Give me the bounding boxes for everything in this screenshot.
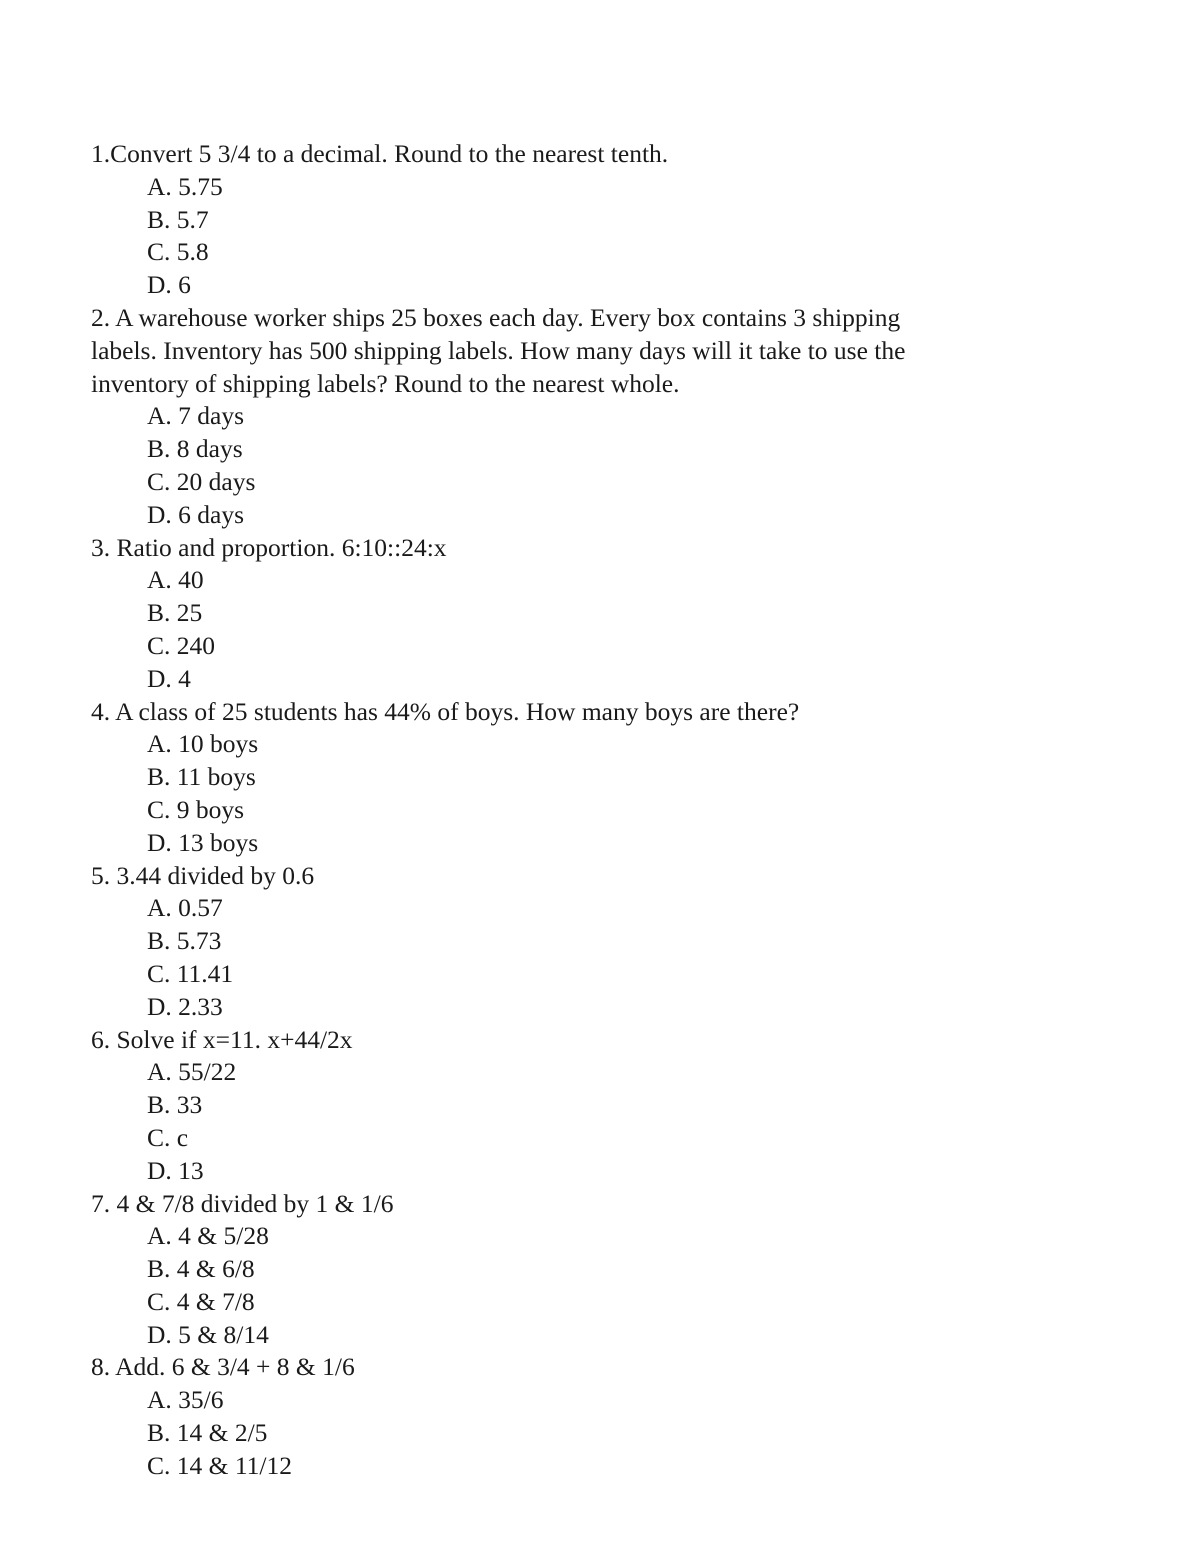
answer-options [91, 1384, 951, 1482]
answer-option: A. 55/22 [147, 1057, 237, 1087]
answer-option: C. 20 days [147, 466, 256, 496]
answer-options [91, 1220, 951, 1351]
answer-option: A. 4 & 5/28 [147, 1221, 269, 1251]
answer-option: C. c [147, 1122, 189, 1152]
worksheet-content [91, 138, 951, 1483]
question-7 [91, 1188, 951, 1352]
answer-option: C. 240 [147, 630, 216, 660]
question-4 [91, 696, 951, 860]
question-text: 7. 4 & 7/8 divided by 1 & 1/6 [91, 1188, 394, 1218]
question-text: 1.Convert 5 3/4 to a decimal. Round to the nearest tenth. [91, 139, 669, 168]
answer-option: A. 7 days [147, 401, 245, 431]
answer-option: C. 5.8 [147, 237, 209, 267]
question-text: 5. 3.44 divided by 0.6 [91, 860, 315, 890]
answer-option: D. 4 [147, 663, 191, 693]
answer-options [91, 728, 951, 859]
answer-options [91, 1056, 951, 1187]
answer-option: A. 10 boys [147, 729, 259, 759]
answer-option: C. 14 & 11/12 [147, 1450, 292, 1480]
answer-options [91, 564, 951, 695]
question-text: 6. Solve if x=11. x+44/2x [91, 1024, 353, 1054]
question-text: 2. A warehouse worker ships 25 boxes each day. Every box contains 3 shipping labels. Inventory has 500 shipping labels. How many days will it take to use the inventory of shipping labels? Round to the nearest whole. [91, 302, 906, 398]
answer-option: A. 35/6 [147, 1385, 224, 1415]
answer-option: D. 2.33 [147, 991, 223, 1021]
answer-option: C. 4 & 7/8 [147, 1286, 255, 1316]
answer-option: A. 5.75 [147, 171, 223, 201]
question-3 [91, 532, 951, 696]
answer-option: B. 33 [147, 1090, 203, 1120]
question-2 [91, 302, 951, 532]
answer-option: C. 11.41 [147, 958, 234, 988]
answer-option: D. 5 & 8/14 [147, 1319, 269, 1349]
question-1 [91, 138, 951, 302]
answer-options [91, 892, 951, 1023]
question-6 [91, 1024, 951, 1188]
answer-option: D. 6 days [147, 499, 245, 529]
answer-option: B. 14 & 2/5 [147, 1418, 268, 1448]
question-text: 4. A class of 25 students has 44% of boys. How many boys are there? [91, 696, 800, 726]
question-8 [91, 1351, 951, 1482]
answer-options [91, 171, 951, 302]
answer-option: B. 5.7 [147, 204, 209, 234]
answer-option: B. 8 days [147, 434, 243, 464]
answer-option: B. 5.73 [147, 926, 222, 956]
answer-option: A. 40 [147, 565, 204, 595]
answer-option: B. 11 boys [147, 762, 256, 792]
answer-option: D. 6 [147, 270, 191, 300]
question-5 [91, 860, 951, 1024]
question-text: 8. Add. 6 & 3/4 + 8 & 1/6 [91, 1352, 355, 1382]
answer-option: B. 4 & 6/8 [147, 1254, 255, 1284]
answer-option: B. 25 [147, 598, 203, 628]
answer-option: A. 0.57 [147, 893, 223, 923]
answer-option: D. 13 boys [147, 827, 259, 857]
answer-option: C. 9 boys [147, 794, 245, 824]
answer-option: D. 13 [147, 1155, 204, 1185]
question-text: 3. Ratio and proportion. 6:10::24:x [91, 532, 447, 562]
answer-options [91, 400, 951, 531]
